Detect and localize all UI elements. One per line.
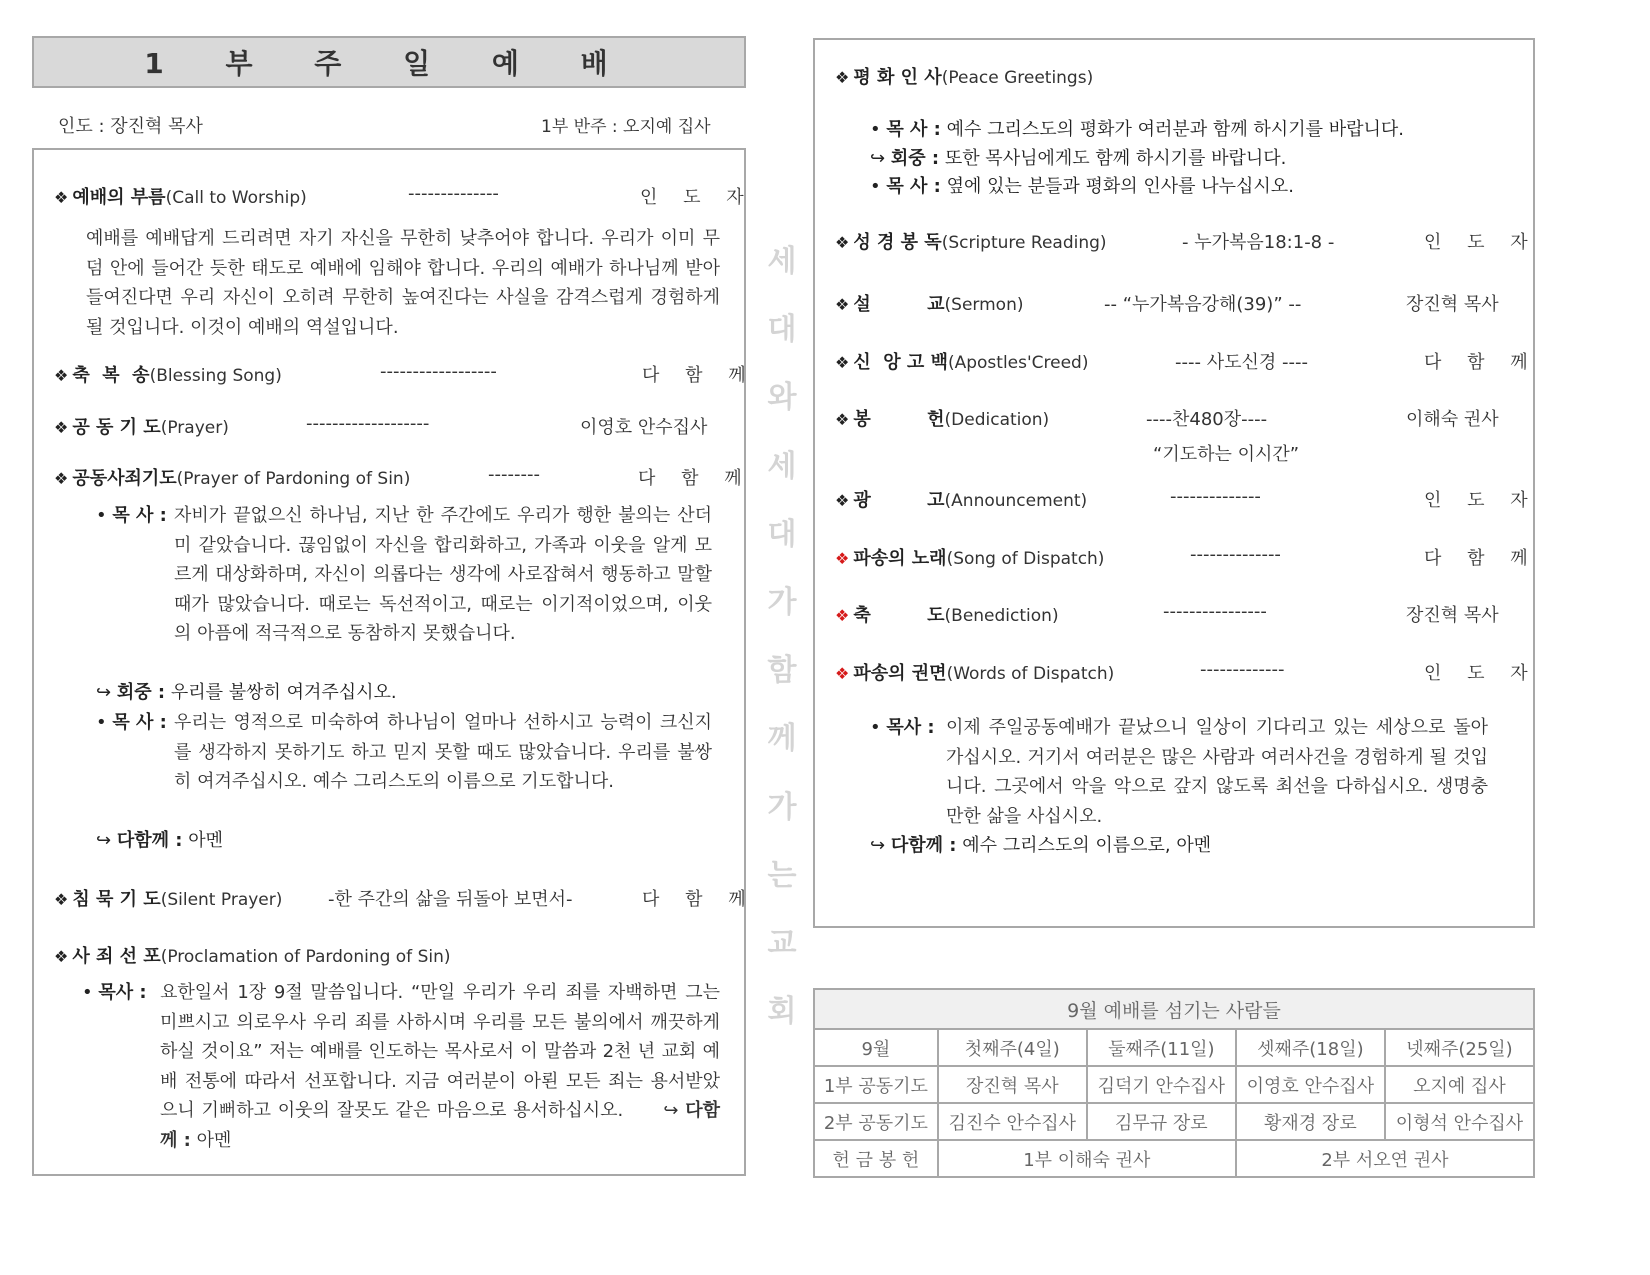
vertical-motto-watermark — [762, 228, 802, 1046]
item-ko: 축 도 — [853, 605, 945, 626]
response-arrow-icon: ↪ — [96, 830, 112, 851]
table-cell: 김진수 안수집사 — [938, 1103, 1087, 1140]
hymn-title: “기도하는 이시간” — [1153, 444, 1300, 465]
item-ko: 성 경 봉 독 — [853, 232, 942, 253]
table-header-cell: 첫째주(4일) — [938, 1029, 1087, 1066]
item-en: (Proclamation of Pardoning of Sin) — [160, 947, 451, 967]
table-header-cell: 둘째주(11일) — [1087, 1029, 1236, 1066]
item-en: (Song of Dispatch) — [946, 549, 1105, 569]
speaker-name: 다함께 : — [890, 835, 957, 856]
speaker-name: 회중 : — [890, 148, 940, 169]
speaker-name: 다함께 : — [160, 1100, 720, 1151]
motto-char: 께 — [767, 721, 797, 757]
response-arrow-icon: ↪ — [96, 682, 112, 703]
item-detail: ------------- — [1200, 659, 1285, 680]
speaker-name: 회중 : — [116, 682, 166, 703]
proclamation-body: 요한일서 1장 9절 말씀입니다. “만일 우리가 우리 죄를 자백하면 그는 미쁘시고 의로우사 우리 죄를 사하시며 우리를 모든 불의에서 깨끗하게 하실 것이요” 저는 예배를 인도하는 목사로서 이 말씀과 2천 년 교회 예배 전통에 따라서 선포합니다. 지금 여러분이 아뢴 모든 죄는 용서받았으니 기뻐하고 이웃의 잘못도 같은 마음으로 용서하십시오. — [160, 982, 720, 1121]
item-ko: 광 고 — [853, 490, 945, 511]
item-who: 인 도 자 — [640, 187, 754, 208]
item-dashes: ------------------ — [380, 361, 497, 382]
table-cell: 2부 서오연 권사 — [1236, 1140, 1534, 1177]
item-ko: 평 화 인 사 — [853, 67, 942, 88]
motto-char: 는 — [767, 857, 797, 893]
table-header-cell: 셋째주(18일) — [1236, 1029, 1385, 1066]
peace-line — [870, 144, 1286, 174]
item-en: (Prayer) — [160, 418, 229, 438]
diamond-bullet-icon: ❖ — [835, 664, 850, 683]
order-item — [835, 601, 1059, 627]
item-detail: ---- 사도신경 ---- — [1175, 352, 1308, 373]
diamond-bullet-icon: ❖ — [54, 188, 69, 207]
item-proclamation — [54, 942, 451, 968]
motto-char: 대 — [767, 516, 797, 552]
diamond-bullet-icon: ❖ — [835, 233, 850, 252]
table-cell: 2부 공동기도 — [814, 1103, 938, 1140]
motto-char: 교 — [767, 926, 797, 962]
diamond-bullet-icon: ❖ — [835, 353, 850, 372]
response-arrow-icon: ↪ — [870, 148, 886, 169]
diamond-bullet-icon: ❖ — [54, 947, 69, 966]
diamond-bullet-icon: ❖ — [835, 606, 850, 625]
motto-char: 함 — [767, 653, 797, 689]
bullet-icon: • — [870, 717, 881, 738]
item-en: (Benediction) — [944, 606, 1059, 626]
response-text: 아멘 — [196, 1129, 232, 1151]
speaker-label — [870, 713, 935, 743]
speaker-name: 목사 : — [886, 717, 935, 738]
diamond-bullet-icon: ❖ — [54, 366, 69, 385]
item-who: 장진혁 목사 — [1406, 605, 1499, 626]
motto-char: 대 — [767, 312, 797, 348]
item-who: 이영호 안수집사 — [580, 417, 708, 438]
item-en: (Peace Greetings) — [941, 68, 1094, 88]
table-caption-row — [814, 989, 1534, 1029]
item-who: 인 도 자 — [1424, 663, 1538, 684]
bullet-icon: • — [870, 119, 881, 140]
item-en: (Call to Worship) — [165, 188, 307, 208]
motto-char: 세 — [767, 244, 797, 279]
diamond-bullet-icon: ❖ — [835, 295, 850, 314]
call-to-worship-text: 예배를 예배답게 드리려면 자기 자신을 무한히 낮추어야 합니다. 우리가 이미 무덤 안에 들어간 듯한 태도로 예배에 임해야 합니다. 우리의 예배가 하나님께 받아들여진다면 우리 자신이 오히려 무한히 높여진다는 사실을 감격스럽게 경험하게 될 것입니다. 이것이 예배의 역설입니다. — [86, 228, 720, 338]
order-item — [835, 659, 1114, 685]
item-detail: ---------------- — [1163, 601, 1267, 622]
diamond-bullet-icon: ❖ — [835, 491, 850, 510]
pastor-prayer-text-2: 우리는 영적으로 미숙하여 하나님이 얼마나 선하시고 능력이 크신지를 생각하지 못하기도 하고 믿지 못할 때도 많았습니다. 우리를 불쌍히 여겨주십시오. 예수 그리스도의 이름으로 기도합니다. — [174, 712, 712, 792]
item-detail: ----찬480장---- — [1146, 409, 1268, 430]
motto-char: 가 — [767, 789, 797, 825]
accompanist-label: 1부 반주 : 오지예 집사 — [541, 117, 711, 137]
order-item — [835, 348, 1088, 374]
item-en: (Sermon) — [944, 295, 1024, 315]
item-en: (Apostles'Creed) — [947, 353, 1089, 373]
table-cell: 장진혁 목사 — [938, 1066, 1087, 1103]
item-peace-greetings — [835, 63, 1093, 89]
order-item — [835, 486, 1087, 512]
table-cell: 김덕기 안수집사 — [1087, 1066, 1236, 1103]
proclamation-text — [160, 978, 720, 1155]
pastor-prayer-text-1: 자비가 끝없으신 하나님, 지난 한 주간에도 우리가 행한 불의는 산더미 같았습니다. 끊임없이 자신을 합리화하고, 가족과 이웃을 알게 모르게 대상화하며, 자신이 의롭다는 생각에 사로잡혀서 행동하고 말할 때가 많았습니다. 때로는 독선적이고, 때로는 이기적이었으며, 이웃의 아픔에 적극적으로 동참하지 못했습니다. — [174, 505, 712, 644]
item-ko: 예배의 부름 — [72, 187, 166, 208]
item-ko: 파송의 노래 — [853, 548, 947, 569]
table-cell: 1부 이해숙 권사 — [938, 1140, 1236, 1177]
item-note: -한 주간의 삶을 뒤돌아 보면서- — [328, 889, 573, 910]
table-cell: 이형석 안수집사 — [1385, 1103, 1534, 1140]
item-who: 다 함 께 — [1424, 548, 1538, 569]
item-en: (Prayer of Pardoning of Sin) — [176, 469, 411, 489]
diamond-bullet-icon: ❖ — [835, 68, 850, 87]
item-en: (Announcement) — [944, 491, 1088, 511]
order-item — [835, 405, 1049, 431]
table-header-cell: 9월 — [814, 1029, 938, 1066]
item-en: (Dedication) — [944, 410, 1050, 430]
peace-text: 예수 그리스도의 평화가 여러분과 함께 하시기를 바랍니다. — [946, 119, 1404, 140]
table-caption: 9월 예배를 섬기는 사람들 — [814, 989, 1534, 1029]
table-header-cell: 넷째주(25일) — [1385, 1029, 1534, 1066]
item-blessing-song — [54, 361, 282, 387]
item-ko: 봉 헌 — [853, 409, 945, 430]
speaker-label — [96, 678, 397, 708]
speaker-name: 목 사 : — [112, 505, 167, 526]
order-item — [835, 290, 1023, 316]
speaker-name: 다함께 : — [116, 830, 183, 851]
order-item — [835, 228, 1107, 254]
item-dashes: -------- — [488, 464, 540, 485]
table-header-row — [814, 1029, 1534, 1066]
table-cell: 김무규 장로 — [1087, 1103, 1236, 1140]
item-who: 장진혁 목사 — [1406, 294, 1499, 315]
item-who: 다 함 께 — [638, 468, 752, 489]
item-dashes: ------------------- — [306, 413, 430, 434]
item-detail: -------------- — [1190, 544, 1281, 565]
speaker-label — [96, 708, 167, 738]
diamond-bullet-icon: ❖ — [54, 469, 69, 488]
item-prayer — [54, 413, 229, 439]
motto-char: 와 — [767, 380, 797, 416]
response-arrow-icon: ↪ — [870, 835, 886, 856]
item-ko: 공 동 기 도 — [72, 417, 161, 438]
leader-label: 인도 : 장진혁 목사 — [58, 116, 203, 137]
diamond-bullet-icon: ❖ — [54, 418, 69, 437]
speaker-name: 목 사 : — [886, 119, 941, 140]
table-cell: 이영호 안수집사 — [1236, 1066, 1385, 1103]
item-ko: 신 앙 고 백 — [853, 352, 948, 373]
item-en: (Blessing Song) — [149, 366, 282, 386]
bullet-icon: • — [96, 712, 107, 733]
table-cell: 헌 금 봉 헌 — [814, 1140, 938, 1177]
motto-char: 세 — [767, 448, 797, 484]
peace-text: 옆에 있는 분들과 평화의 인사를 나누십시오. — [946, 176, 1294, 197]
speaker-label — [96, 826, 223, 856]
item-dashes: -------------- — [408, 183, 499, 204]
item-ko: 사 죄 선 포 — [72, 946, 161, 967]
diamond-bullet-icon: ❖ — [54, 890, 69, 909]
item-en: (Scripture Reading) — [941, 233, 1107, 253]
order-item — [835, 544, 1104, 570]
diamond-bullet-icon: ❖ — [835, 410, 850, 429]
item-who: 다 함 께 — [1424, 352, 1538, 373]
table-cell: 오지예 집사 — [1385, 1066, 1534, 1103]
item-who: 다 함 께 — [642, 889, 756, 910]
september-schedule-table — [813, 988, 1535, 1178]
motto-char: 가 — [767, 585, 797, 621]
item-pardoning-prayer — [54, 464, 410, 490]
peace-text: 또한 목사님에게도 함께 하시기를 바랍니다. — [944, 148, 1287, 169]
speaker-label — [82, 978, 147, 1008]
response-text: 아멘 — [188, 830, 223, 851]
item-call-to-worship — [54, 183, 307, 209]
item-en: (Words of Dispatch) — [946, 664, 1115, 684]
speaker-label — [870, 831, 1211, 861]
item-en: (Silent Prayer) — [160, 890, 283, 910]
item-detail: - 누가복음18:1-8 - — [1182, 232, 1335, 253]
item-ko: 파송의 권면 — [853, 663, 947, 684]
item-who: 이해숙 권사 — [1406, 409, 1499, 430]
response-arrow-icon: ↪ — [663, 1100, 679, 1121]
item-silent-prayer — [54, 885, 282, 911]
item-ko: 공동사죄기도 — [72, 468, 177, 489]
bullet-icon: • — [82, 982, 93, 1003]
bullet-icon: • — [870, 176, 881, 197]
speaker-name: 목사 : — [98, 982, 147, 1003]
response-text: 우리를 불쌍히 여겨주십시오. — [170, 682, 397, 703]
response-text: 예수 그리스도의 이름으로, 아멘 — [962, 835, 1212, 856]
item-detail: -------------- — [1170, 486, 1261, 507]
item-who: 인 도 자 — [1424, 490, 1538, 511]
speaker-label — [96, 501, 167, 531]
motto-char: 회 — [767, 994, 797, 1030]
table-row-offering — [814, 1140, 1534, 1177]
item-ko: 축 복 송 — [72, 365, 150, 386]
item-ko: 설 교 — [853, 294, 945, 315]
speaker-name: 목 사 : — [886, 176, 941, 197]
diamond-bullet-icon: ❖ — [835, 549, 850, 568]
speaker-name: 목 사 : — [112, 712, 167, 733]
item-detail: -- “누가복음강해(39)” -- — [1104, 294, 1302, 315]
dispatch-text: 이제 주일공동예배가 끝났으니 일상이 기다리고 있는 세상으로 돌아가십시오. 거기서 여러분은 많은 사람과 여러사건을 경험하게 될 것입니다. 그곳에서 악을 악으로 갚지 않도록 최선을 다하십시오. 생명충만한 삶을 사십시오. — [946, 717, 1488, 827]
table-row — [814, 1066, 1534, 1103]
peace-line — [870, 115, 1404, 145]
peace-line — [870, 172, 1294, 202]
item-ko: 침 묵 기 도 — [72, 889, 161, 910]
service-title: 1 부 주 일 예 배 — [32, 36, 746, 88]
item-who: 다 함 께 — [642, 365, 756, 386]
bullet-icon: • — [96, 505, 107, 526]
item-who: 인 도 자 — [1424, 232, 1538, 253]
table-cell: 황재경 장로 — [1236, 1103, 1385, 1140]
table-cell: 1부 공동기도 — [814, 1066, 938, 1103]
table-row — [814, 1103, 1534, 1140]
